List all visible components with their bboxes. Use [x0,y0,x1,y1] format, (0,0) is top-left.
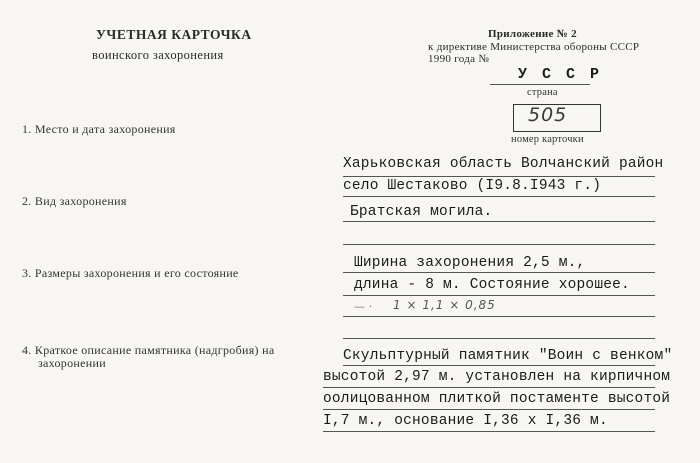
monument-line1: Скульптурный памятник "Воин с венком" [343,348,673,364]
country-underline [490,84,590,85]
card-subtitle: воинского захоронения [92,48,224,62]
size-underline4 [343,338,655,339]
size-underline3 [343,316,655,317]
monument-line4: I,7 м., основание I,36 x I,36 м. [323,413,608,429]
card-title: УЧЕТНАЯ КАРТОЧКА [96,27,252,42]
place-underline1 [343,176,655,177]
monument-underline4 [323,431,655,432]
appendix-line1: к директиве Министерства обороны СССР [428,41,640,53]
size-line2: длина - 8 м. Состояние хорошее. [354,277,630,293]
type-underline2 [343,244,655,245]
monument-line3: оолицованном плиткой постаменте высотой [323,391,671,407]
size-underline1 [343,272,655,273]
monument-label-line1: 4. Краткое описание памятника (надгробия) на [22,343,275,357]
appendix-line2: 1990 года № [428,53,490,65]
monument-underline1 [343,365,655,366]
card-number-value: 505 [528,104,568,126]
place-line2: село Шестаково (I9.8.I943 г.) [343,178,602,194]
size-label: 3. Размеры захоронения и его состояние [22,266,239,280]
type-label: 2. Вид захоронения [22,194,127,208]
size-pencil-mark: — · [354,300,372,313]
card-number-caption: номер карточки [511,134,584,145]
place-line1: Харьковская область Волчанский район [343,156,664,172]
size-underline2 [343,295,655,296]
size-line1: Ширина захоронения 2,5 м., [354,255,586,271]
place-label: 1. Место и дата захоронения [22,122,176,136]
country-caption: страна [527,87,558,98]
place-underline2 [343,196,655,197]
country-value: У С С Р [518,66,603,83]
appendix-title: Приложение № 2 [488,28,577,40]
size-handwritten-note: 1 × 1,1 × 0,85 [393,298,496,312]
monument-underline2 [323,387,655,388]
monument-line2: высотой 2,97 м. установлен на кирпичном [323,369,671,385]
type-line1: Братская могила. [350,204,493,220]
type-underline1 [343,221,655,222]
monument-label-line2: захоронении [38,356,106,370]
monument-underline3 [323,409,655,410]
